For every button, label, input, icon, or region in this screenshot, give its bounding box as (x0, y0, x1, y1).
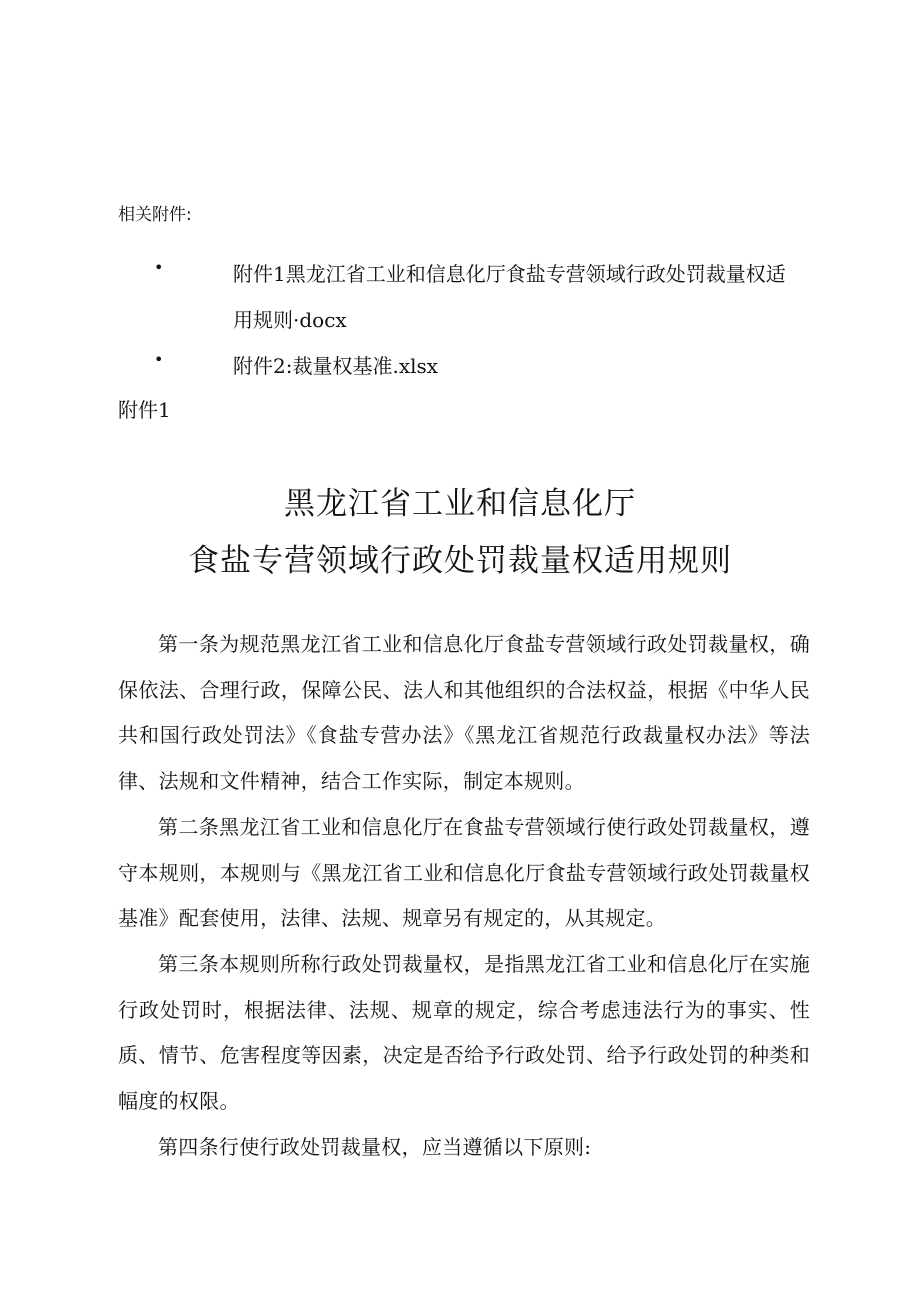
document-body (118, 622, 810, 1170)
attachment-link-standard-xlsx[interactable]: 附件2:裁量权基准.xlsx (233, 354, 439, 378)
article-1-paragraph: 第一条为规范黑龙江省工业和信息化厅食盐专营领域行政处罚裁量权，确保依法、合理行政，保障公民、法人和其他组织的合法权益，根据《中华人民共和国行政处罚法》《食盐专营办法》《黑龙江省规范行政裁量权办法》等法律、法规和文件精神，结合工作实际，制定本规则。 (118, 632, 810, 794)
attachment-link-rules-docx[interactable]: 附件1黑龙江省工业和信息化厅食盐专营领域行政处罚裁量权适用规则·docx (233, 262, 786, 332)
document-title-line-1: 黑龙江省工业和信息化厅 (284, 486, 636, 522)
bullet-icon: • (154, 350, 164, 369)
article-2-paragraph: 第二条黑龙江省工业和信息化厅在食盐专营领域行使行政处罚裁量权，遵守本规则，本规则与《黑龙江省工业和信息化厅食盐专营领域行政处罚裁量权基准》配套使用，法律、法规、规章另有规定的，从其规定。 (118, 814, 810, 931)
bullet-icon: • (154, 258, 164, 277)
attachment-item-1 (233, 251, 793, 343)
attachment-number-label: 附件1 (118, 398, 171, 422)
article-4-paragraph: 第四条行使行政处罚裁量权，应当遵循以下原则: (158, 1134, 592, 1159)
attachment-item-2 (233, 343, 793, 389)
document-title-line-2: 食盐专营领域行政处罚裁量权适用规则 (188, 543, 732, 579)
attachments-heading: 相关附件: (118, 205, 192, 225)
article-3-paragraph: 第三条本规则所称行政处罚裁量权，是指黑龙江省工业和信息化厅在实施行政处罚时，根据法律、法规、规章的规定，综合考虑违法行为的事实、性质、情节、危害程度等因素，决定是否给予行政处罚、给予行政处罚的种类和幅度的权限。 (118, 951, 810, 1114)
